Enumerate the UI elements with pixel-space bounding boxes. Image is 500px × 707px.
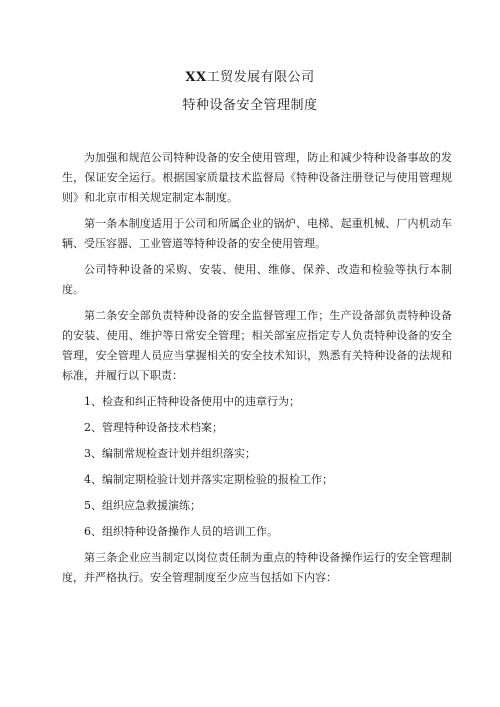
- document-title: 特种设备安全管理制度: [182, 98, 318, 113]
- duty-item: 6、组织特种设备操作人员的培训工作。: [84, 525, 278, 538]
- duty-item: 1、检查和纠正特种设备使用中的违章行为；: [84, 395, 300, 408]
- company-name-prefix: XX: [185, 70, 207, 85]
- paragraph-article-2: 第二条安全部负责特种设备的安全监督管理工作；生产设备部负责特种设备的安装、使用、维护等日常安全管理；相关部室应指定专人负责特种设备的安全管理，安全管理人员应当掌握相关的安全技术知识，熟悉有关特种设备的法规和标准，并履行以下职责：: [62, 309, 452, 382]
- document-body: [62, 148, 452, 594]
- paragraph-intro: 为加强和规范公司特种设备的安全使用管理，防止和减少特种设备事故的发生，保证安全运行。根据国家质量技术监督局《特种设备注册登记与使用管理规则》和北京市相关规定制定本制度。: [62, 151, 452, 204]
- duty-item: 3、编制常规检查计划并组织落实；: [84, 447, 256, 460]
- company-name-rest: 工贸发展有限公司: [206, 70, 315, 85]
- duty-item: 4、编制定期检验计划并落实定期检验的报检工作；: [84, 473, 333, 486]
- paragraph-article-1: 第一条本制度适用于公司和所属企业的锅炉、电梯、起重机械、厂内机动车辆、受压容器、工业管道等特种设备的安全使用管理。: [62, 217, 452, 250]
- duty-item: 2、管理特种设备技术档案；: [84, 421, 223, 434]
- company-name: [0, 66, 500, 85]
- paragraph-article-3: 第三条企业应当制定以岗位责任制为重点的特种设备操作运行的安全管理制度，并严格执行。安全管理制度至少应当包括如下内容：: [62, 551, 452, 584]
- paragraph-scope: 公司特种设备的采购、安装、使用、维修、保养、改造和检验等执行本制度。: [62, 263, 452, 296]
- duty-item: 5、组织应急救援演练；: [84, 499, 201, 512]
